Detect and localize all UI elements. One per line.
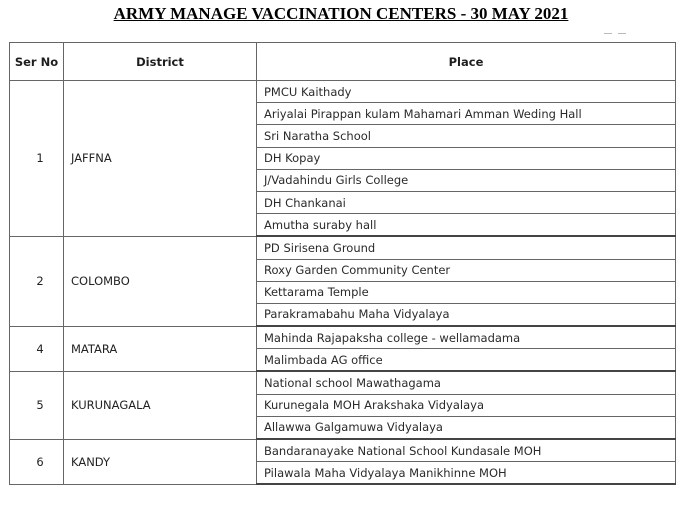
place-cell: Malimbada AG office xyxy=(257,349,676,372)
place-cell: Roxy Garden Community Center xyxy=(257,259,676,281)
place-cell: Amutha suraby hall xyxy=(257,214,676,237)
place-cell: Parakramabahu Maha Vidyalaya xyxy=(257,303,676,326)
table-row xyxy=(10,81,676,103)
place-cell: DH Chankanai xyxy=(257,191,676,213)
table-body xyxy=(10,81,676,485)
ser-no-cell: 1 xyxy=(10,81,64,237)
district-cell: KURUNAGALA xyxy=(64,371,257,439)
table-row xyxy=(10,326,676,349)
ser-no-cell: 5 xyxy=(10,371,64,439)
header-place: Place xyxy=(257,43,676,81)
place-cell: J/Vadahindu Girls College xyxy=(257,169,676,191)
header-ser-no: Ser No xyxy=(10,43,64,81)
place-cell: Pilawala Maha Vidyalaya Manikhinne MOH xyxy=(257,462,676,485)
district-cell: COLOMBO xyxy=(64,236,257,326)
vaccination-centers-table xyxy=(9,42,676,485)
scan-mark xyxy=(618,33,626,34)
place-cell: Kurunegala MOH Arakshaka Vidyalaya xyxy=(257,394,676,416)
place-cell: Ariyalai Pirappan kulam Mahamari Amman Weding Hall xyxy=(257,103,676,125)
district-cell: JAFFNA xyxy=(64,81,257,237)
place-cell: Mahinda Rajapaksha college - wellamadama xyxy=(257,326,676,349)
district-cell: KANDY xyxy=(64,439,257,484)
header-district: District xyxy=(64,43,257,81)
place-cell: Sri Naratha School xyxy=(257,125,676,147)
place-cell: National school Mawathagama xyxy=(257,371,676,394)
place-cell: PMCU Kaithady xyxy=(257,81,676,103)
place-cell: Allawwa Galgamuwa Vidyalaya xyxy=(257,416,676,439)
ser-no-cell: 6 xyxy=(10,439,64,484)
ser-no-cell: 4 xyxy=(10,326,64,371)
place-cell: DH Kopay xyxy=(257,147,676,169)
place-cell: Kettarama Temple xyxy=(257,281,676,303)
place-cell: PD Sirisena Ground xyxy=(257,236,676,259)
table-row xyxy=(10,236,676,259)
place-cell: Bandaranayake National School Kundasale MOH xyxy=(257,439,676,462)
scan-mark xyxy=(604,33,612,34)
page-title: ARMY MANAGE VACCINATION CENTERS - 30 MAY 2021 xyxy=(113,4,569,23)
table-row xyxy=(10,371,676,394)
ser-no-cell: 2 xyxy=(10,236,64,326)
table-row xyxy=(10,439,676,462)
district-cell: MATARA xyxy=(64,326,257,371)
table-header-row xyxy=(10,43,676,81)
